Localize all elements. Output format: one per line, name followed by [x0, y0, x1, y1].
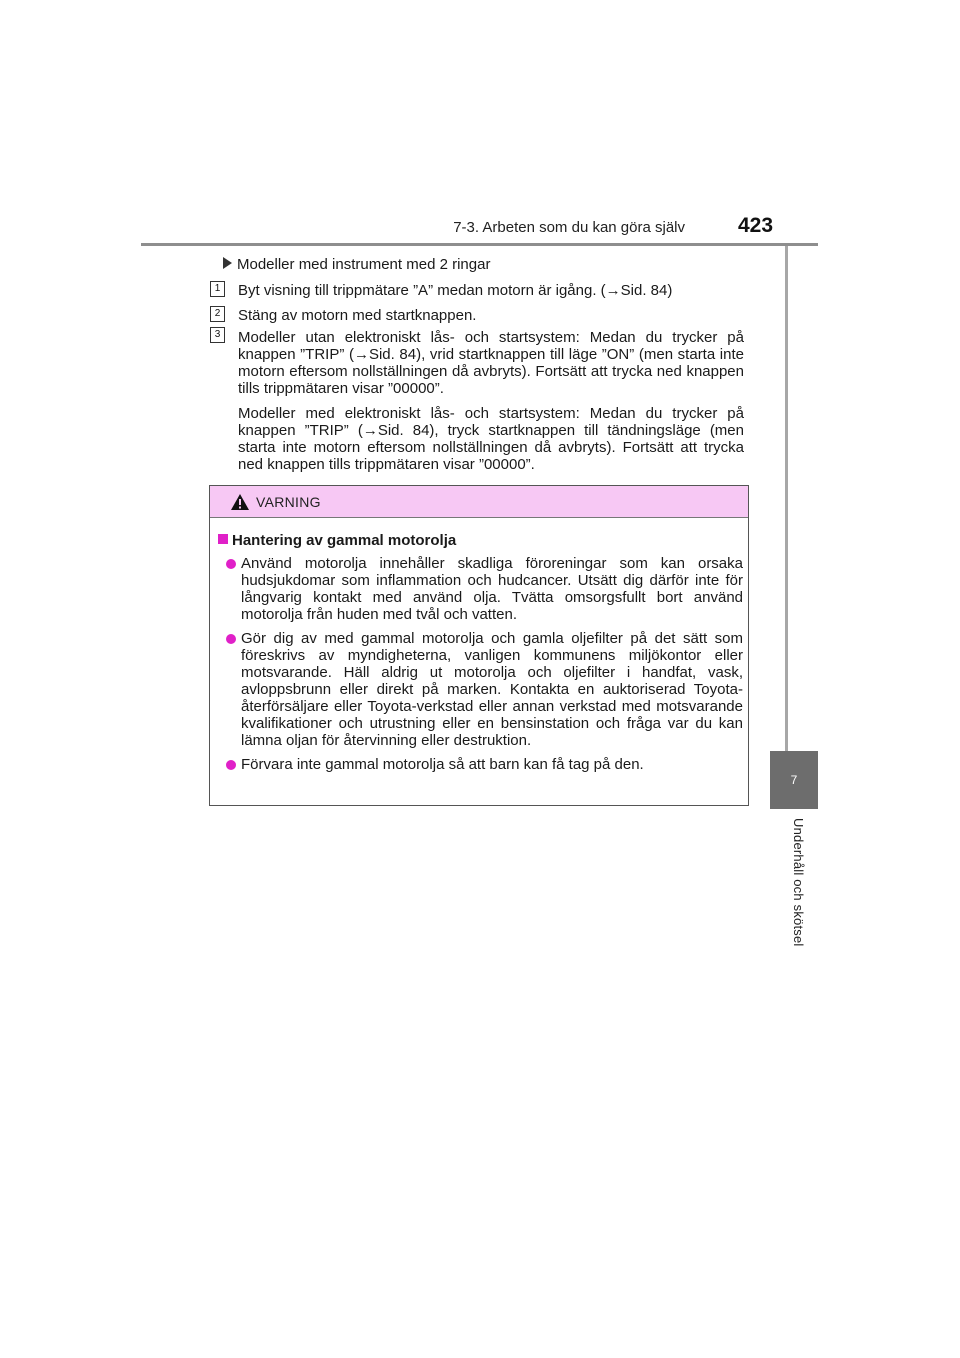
step-number-badge: 1 [210, 281, 225, 297]
warning-bullet [218, 555, 748, 623]
warning-title: VARNING [256, 493, 321, 510]
warning-bullet [218, 630, 748, 749]
step-paragraph: Modeller utan elektroniskt lås- och startsystem: Medan du trycker på knappen ”TRIP” (→Sid. 84), vrid startknappen till läge ”ON” (men starta inte motorn eftersom nollställningen då avbryts). Fortsätt att trycka ned knappen tills trippmätaren visar ”00000”. [238, 329, 744, 397]
circle-bullet-icon [226, 634, 236, 644]
warning-bullet-text: Gör dig av med gammal motorolja och gamla oljefilter på det sätt som föreskrivs av myndigheterna, vanligen kommunens miljökontor eller motsvarande. Häll aldrig ut motorolja och oljefilter i handfat, vask, avloppsbrunn eller direkt på marken. Kontakta en auktoriserad Toyota-återförsäljare eller Toyota-verkstad eller annan verkstad med motsvarande kvalifikationer och utrustning eller en bensinstation och fråga var du kan lämna oljan för återvinning eller destruktion. [241, 630, 743, 749]
subheading [223, 256, 490, 273]
header-divider [141, 243, 818, 246]
triangle-right-icon [223, 257, 232, 269]
step-text: Byt visning till trippmätare ”A” medan motorn är igång. (→Sid. 84) [238, 282, 673, 299]
step-text: Stäng av motorn med startknappen. [238, 307, 477, 324]
page-number: 423 [738, 214, 774, 237]
subheading-text: Modeller med instrument med 2 ringar [237, 256, 491, 273]
square-bullet-icon [218, 534, 228, 544]
chapter-side-label: Underhåll och skötsel [791, 818, 806, 947]
warning-box [209, 485, 749, 806]
side-divider [785, 246, 788, 751]
warning-bullet-text: Förvara inte gammal motorolja så att barn kan få tag på den. [241, 756, 644, 773]
chapter-number: 7 [790, 773, 798, 787]
step-number-badge: 2 [210, 306, 225, 322]
circle-bullet-icon [226, 559, 236, 569]
warning-bullet-text: Använd motorolja innehåller skadliga föroreningar som kan orsaka hudsjukdomar som inflammation och hudcancer. Utsätt dig därför inte för långvarig kontakt med använd olja. Tvätta omsorgsfullt bort använd motorolja från huden med tvål och vatten. [241, 555, 743, 623]
warning-section-heading [218, 532, 748, 549]
warning-bullet [218, 756, 748, 773]
section-title: 7-3. Arbeten som du kan göra själv [453, 219, 685, 236]
step-text-block [238, 329, 744, 473]
warning-heading-text: Hantering av gammal motorolja [232, 532, 457, 549]
warning-triangle-icon [230, 493, 250, 511]
circle-bullet-icon [226, 760, 236, 770]
chapter-tab [770, 751, 818, 809]
warning-header [210, 486, 748, 518]
step-paragraph: Modeller med elektroniskt lås- och startsystem: Medan du trycker på knappen ”TRIP” (→Sid. 84), tryck startknappen till tändningsläge (men starta inte motorn eftersom nollställningen då avbryts). Fortsätt att trycka ned knappen tills trippmätaren visar ”00000”. [238, 405, 744, 473]
warning-body [210, 518, 748, 773]
step-number-badge: 3 [210, 327, 225, 343]
